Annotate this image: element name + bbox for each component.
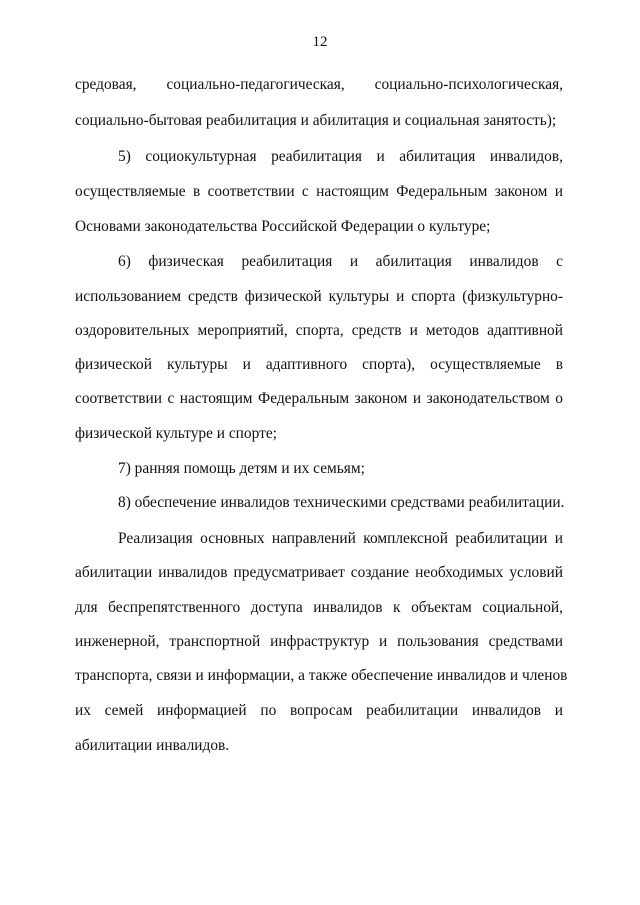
text-line: инженерной, транспортной инфраструктур и пользования средствами: [75, 633, 563, 650]
text-line: транспорта, связи и информации, а также обеспечение инвалидов и членов: [75, 667, 568, 684]
page-number: 12: [312, 34, 328, 50]
text-line: для беспрепятственного доступа инвалидов к объектам социальной,: [75, 599, 563, 616]
text-line: физической культуры и адаптивного спорта), осуществляемые в: [75, 356, 563, 373]
text-line: 6) физическая реабилитация и абилитация инвалидов с: [118, 253, 563, 270]
text-line: Основами законодательства Российской Федерации о культуре;: [75, 218, 491, 235]
text-line: их семей информацией по вопросам реабилитации инвалидов и: [75, 702, 563, 719]
text-line: социально-бытовая реабилитация и абилитация и социальная занятость);: [75, 112, 557, 129]
text-line: 8) обеспечение инвалидов техническими средствами реабилитации.: [118, 494, 565, 511]
text-line: соответствии с настоящим Федеральным законом и законодательством о: [75, 390, 563, 407]
text-line: абилитации инвалидов предусматривает создание необходимых условий: [75, 564, 563, 581]
text-line: осуществляемые в соответствии с настоящим Федеральным законом и: [75, 183, 563, 200]
text-line: 5) социокультурная реабилитация и абилитация инвалидов,: [118, 148, 563, 165]
text-line: абилитации инвалидов.: [75, 737, 230, 754]
text-line: оздоровительных мероприятий, спорта, средств и методов адаптивной: [75, 322, 563, 339]
text-line: использованием средств физической культуры и спорта (физкультурно-: [75, 288, 563, 305]
text-line: средовая, социально-педагогическая, социально-психологическая,: [75, 76, 563, 93]
text-line: Реализация основных направлений комплексной реабилитации и: [118, 530, 563, 547]
text-line: физической культуре и спорте;: [75, 425, 277, 442]
text-line: 7) ранняя помощь детям и их семьям;: [118, 460, 365, 477]
